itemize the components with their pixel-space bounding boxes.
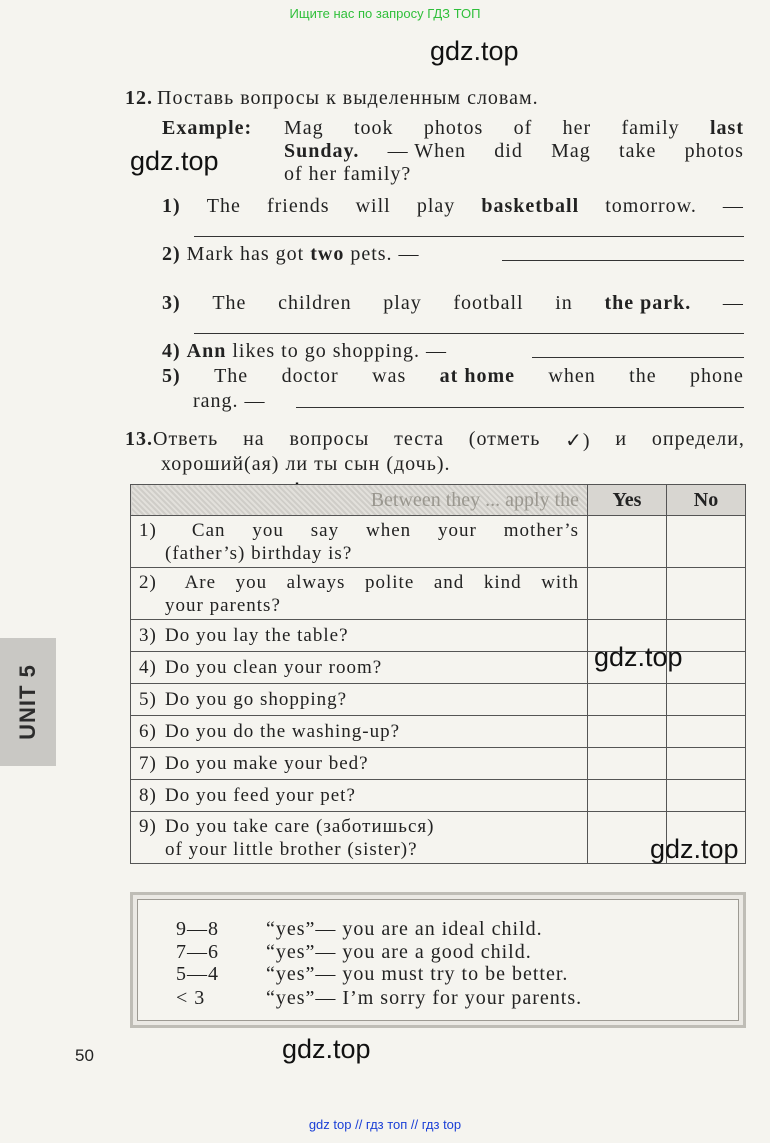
table-header — [131, 485, 746, 516]
yes-checkbox-cell[interactable] — [588, 716, 667, 748]
table-row — [131, 568, 746, 620]
example-line-1: Mag took photos of her family last — [284, 117, 744, 139]
question-cell: 3) Do you lay the table? — [131, 620, 588, 652]
exercise-item-2: 2) Mark has got two pets. — — [162, 243, 420, 265]
watermark: gdz.top — [130, 146, 219, 176]
no-checkbox-cell[interactable] — [667, 780, 746, 812]
example-line-3: of her family? — [284, 163, 412, 185]
key-row: < 3 “yes”— I’m sorry for your parents. — [176, 987, 583, 1009]
question-cell: 7) Do you make your bed? — [131, 748, 588, 780]
table-row — [131, 516, 746, 568]
question-cell: 5) Do you go shopping? — [131, 684, 588, 716]
example-label: Example: — [162, 117, 253, 139]
exercise-number: 13. — [125, 428, 153, 450]
watermark: gdz.top — [594, 642, 683, 672]
no-checkbox-cell[interactable] — [667, 516, 746, 568]
yes-checkbox-cell[interactable] — [588, 568, 667, 620]
exercise-number: 12. — [125, 87, 153, 109]
table-row — [131, 684, 746, 716]
question-cell: 4) Do you clean your room? — [131, 652, 588, 684]
exercise-item-4: 4) Ann likes to go shopping. — — [162, 340, 448, 362]
table-row — [131, 716, 746, 748]
exercise-13-title: 13.Ответь на вопросы теста (отметь ✓) и определи, — [125, 428, 745, 452]
exercise-item-3: 3) The children play football in the park. — — [162, 292, 744, 314]
question-cell: 1) Can you say when your mother’s (father’s) birthday is? — [131, 516, 588, 568]
watermark: gdz.top — [282, 1034, 371, 1064]
exercise-item-5-continued: rang. — — [193, 390, 266, 412]
header-yes: Yes — [588, 485, 667, 516]
exercise-instruction: Поставь вопросы к выделенным словам. — [157, 87, 539, 109]
unit-tab: UNIT 5 — [0, 638, 56, 766]
table-row — [131, 748, 746, 780]
question-cell: 2) Are you always polite and kind with your parents? — [131, 568, 588, 620]
bottom-banner[interactable]: gdz top // гдз топ // гдз top — [308, 1117, 462, 1132]
yes-checkbox-cell[interactable] — [588, 780, 667, 812]
exercise-item-5: 5) The doctor was at home when the phone — [162, 365, 744, 387]
exercise-12-title — [125, 87, 539, 110]
top-banner[interactable]: Ищите нас по запросу ГДЗ ТОП — [289, 6, 481, 21]
table-row — [131, 780, 746, 812]
key-row: 5—4 “yes”— you must try to be better. — [176, 963, 569, 985]
watermark: gdz.top — [430, 36, 519, 66]
test-table — [130, 484, 746, 864]
answer-line[interactable] — [532, 357, 744, 358]
yes-checkbox-cell[interactable] — [588, 684, 667, 716]
no-checkbox-cell[interactable] — [667, 684, 746, 716]
yes-checkbox-cell[interactable] — [588, 748, 667, 780]
watermark: gdz.top — [650, 834, 739, 864]
key-row: 9—8 “yes”— you are an ideal child. — [176, 918, 543, 940]
page-number: 50 — [75, 1046, 94, 1065]
question-cell: 6) Do you do the washing-up? — [131, 716, 588, 748]
answer-line[interactable] — [194, 333, 744, 334]
key-row: 7—6 “yes”— you are a good child. — [176, 941, 532, 963]
answer-line[interactable] — [502, 260, 744, 261]
question-cell: 8) Do you feed your pet? — [131, 780, 588, 812]
header-no: No — [667, 485, 746, 516]
no-checkbox-cell[interactable] — [667, 716, 746, 748]
example-line-2: Sunday. — When did Mag take photos — [284, 140, 744, 162]
answer-line[interactable] — [194, 236, 744, 237]
exercise-item-1: 1) The friends will play basketball tomorrow. — — [162, 195, 744, 217]
answer-line[interactable] — [296, 407, 744, 408]
no-checkbox-cell[interactable] — [667, 568, 746, 620]
yes-checkbox-cell[interactable] — [588, 516, 667, 568]
question-cell: 9) Do you take care (заботишься) of your little brother (sister)? — [131, 812, 588, 864]
header-faded-text: Between they ... apply the — [131, 485, 588, 516]
no-checkbox-cell[interactable] — [667, 748, 746, 780]
scoring-key-box — [130, 892, 746, 1028]
exercise-13-title-line-2: хороший(ая) ли ты сын (дочь). — [161, 453, 451, 475]
